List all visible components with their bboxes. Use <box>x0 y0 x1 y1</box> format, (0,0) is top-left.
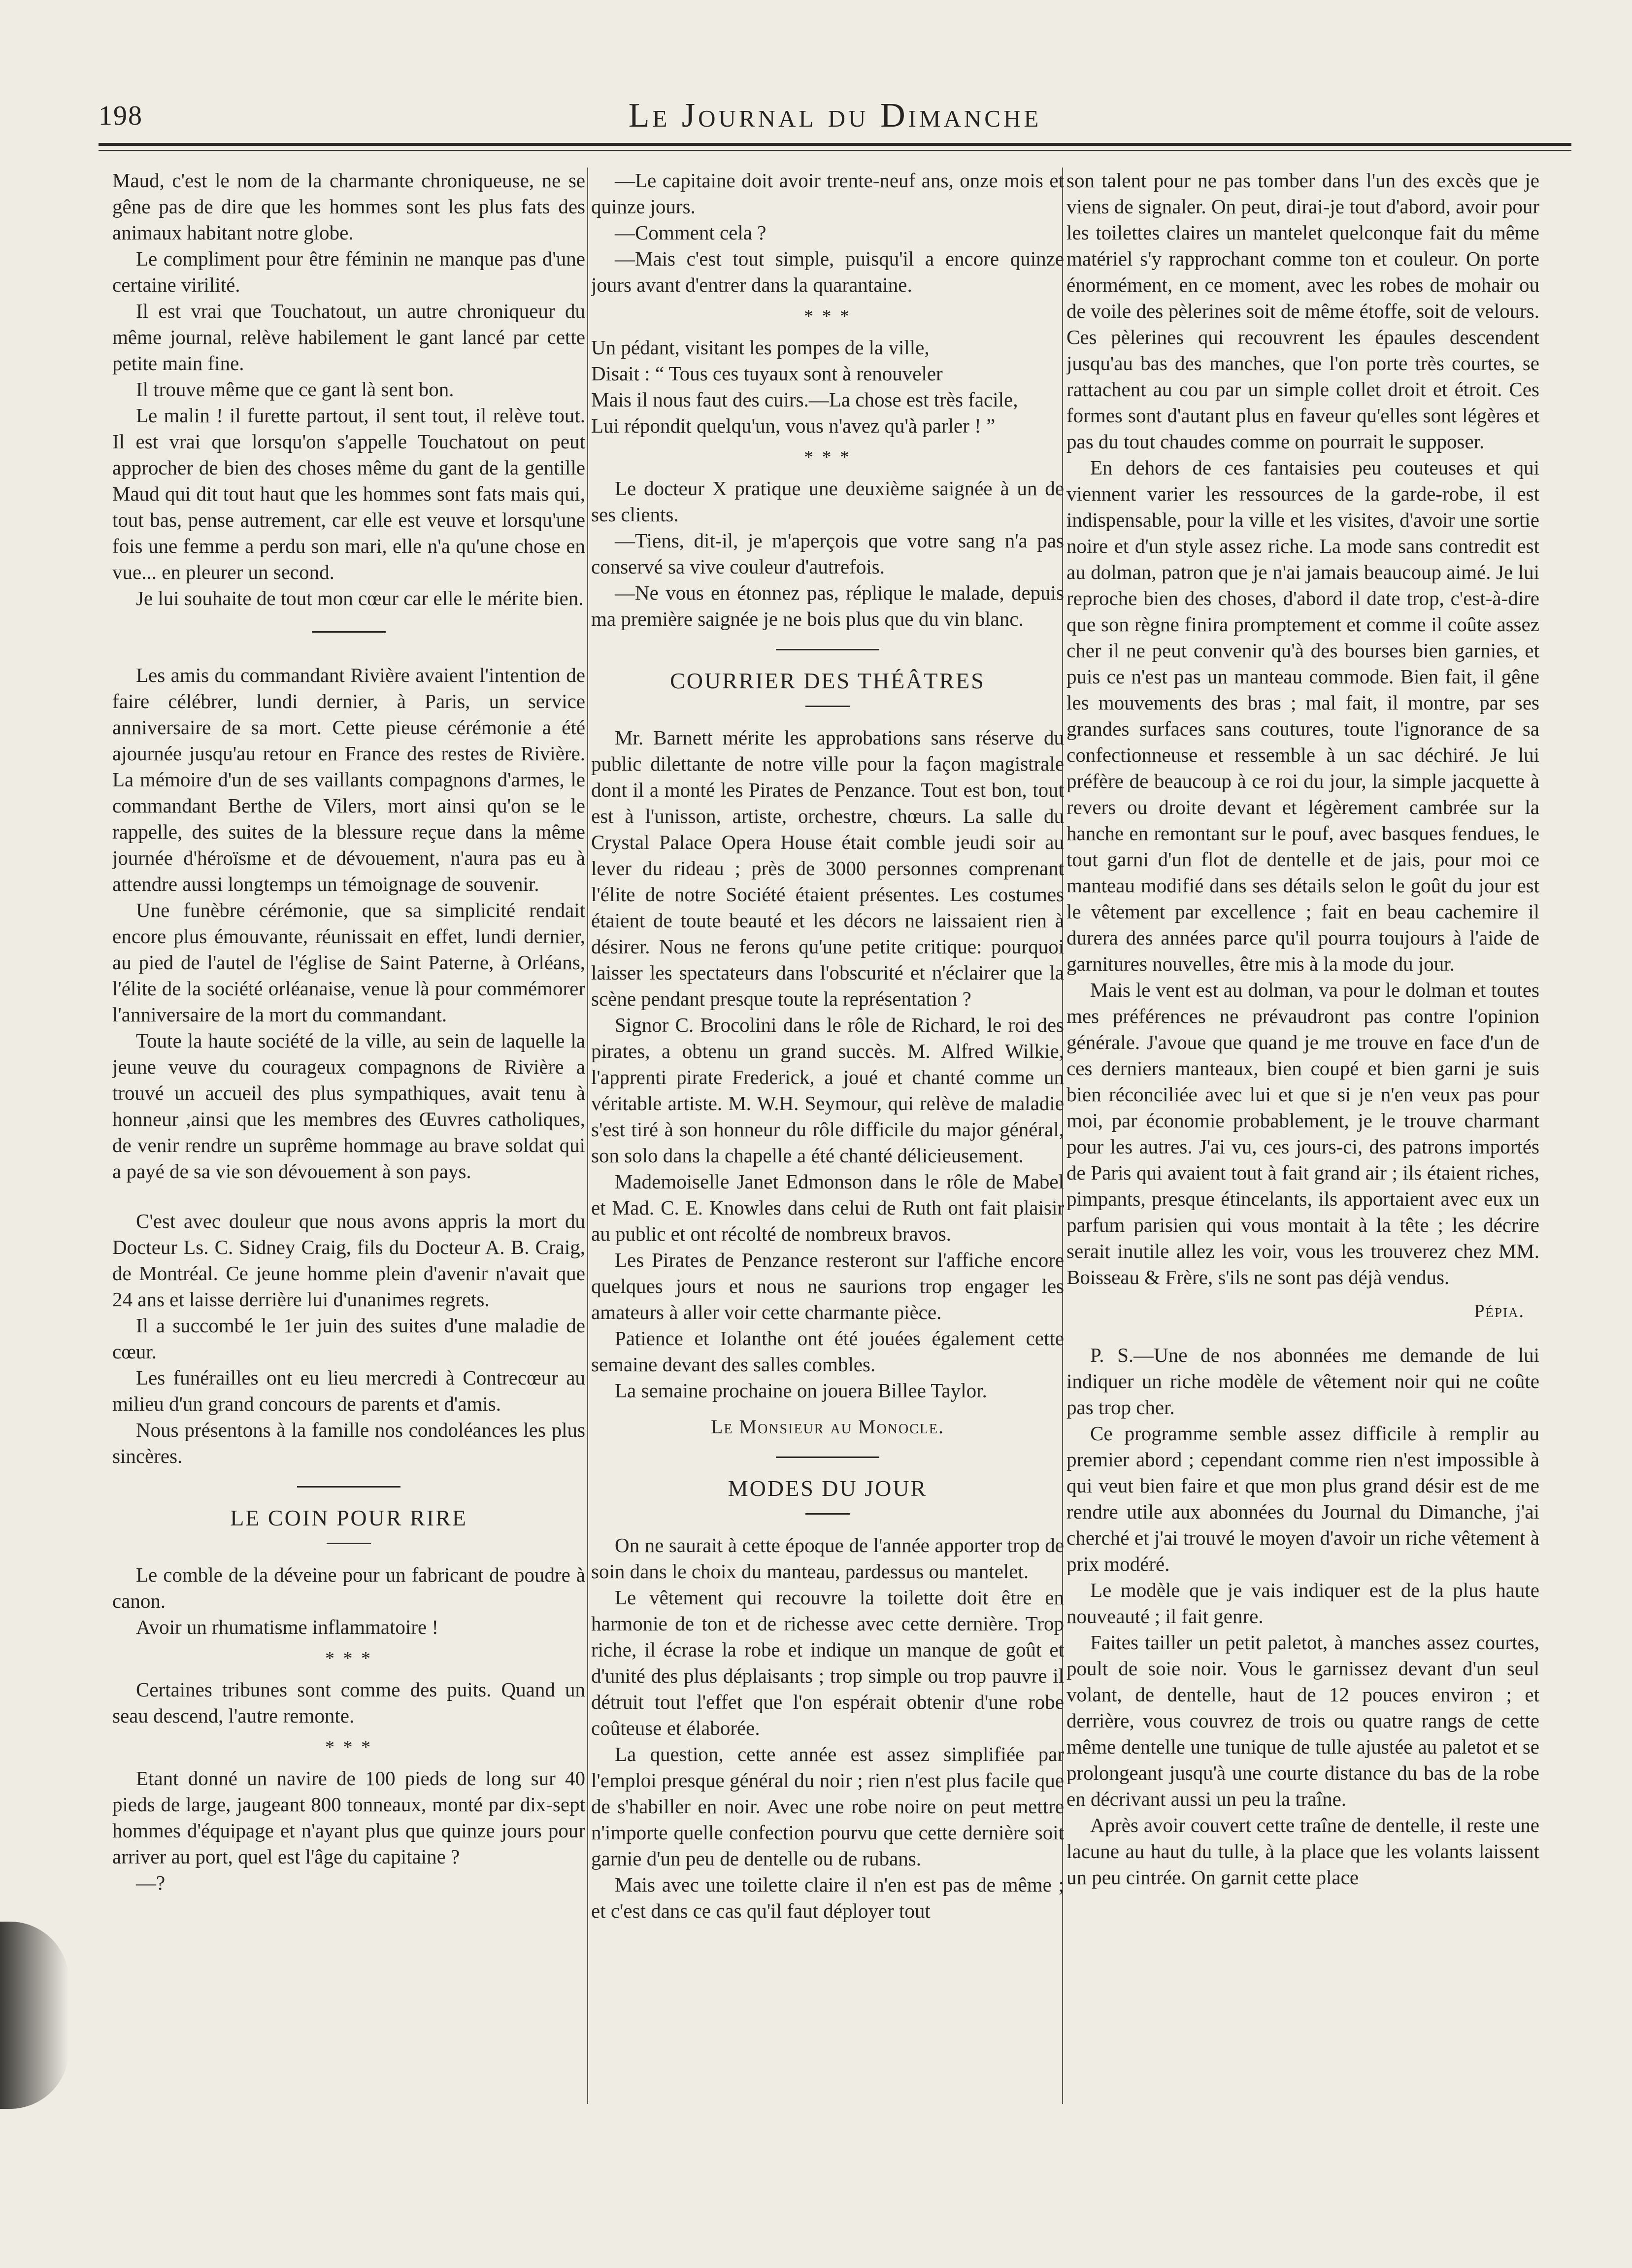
paragraph: Mais le vent est au dolman, va pour le dolman et toutes mes préférences ne prévaudront pas contre l'opinion générale. J'avoue que quand je me trouve en face d'un de ces derniers manteaux, bien coupé et bien garni je suis bien réconciliée avec lui et que si je n'en veux pas pour moi, par économie probablement, je le trouve charmant pour les autres. J'ai vu, ces jours-ci, des patrons importés de Paris qui avaient tout à fait grand air ; ils étaient riches, pimpants, presque étincelants, ils apportaient avec eux un parfum parisien qui vous montait à la tête ; les décrire serait inutile allez les voir, vous les trouverez chez MM. Boisseau & Frère, s'ils ne sont pas déjà vendus. <box>1066 979 1539 1288</box>
section-separator <box>776 1456 879 1458</box>
section-heading: MODES DU JOUR <box>728 1476 928 1501</box>
verse-line: Disait : “ Tous ces tuyaux sont à renouveler <box>591 362 943 385</box>
asterism: * * * <box>325 1648 372 1669</box>
paragraph: Toute la haute société de la ville, au sein de laquelle la jeune veuve du courageux compagnons de Rivière a trouvé un accueil des plus sympathiques, avait tenu à honneur ,ainsi que les membres des Œuvres catholiques, de venir rendre un suprême hommage au brave soldat qui a payé de sa vie son dévouement à son pays. <box>112 1029 585 1183</box>
paragraph: Faites tailler un petit paletot, à manches assez courtes, poult de soie noir. Vous le garnissez devant d'un seul volant, de dentelle, haut de 12 pouces environ ; et derrière, vous couvrez de trois ou quatre rangs de cette même dentelle une tunique de tulle ajustée au paletot et se prolongeant jusqu'à une courte distance du bas de la robe en décrivant aussi un peu la traîne. <box>1066 1631 1539 1810</box>
header-rule-thick <box>99 143 1571 146</box>
paragraph: Je lui souhaite de tout mon cœur car elle le mérite bien. <box>136 587 584 609</box>
column-2 <box>591 168 1064 2148</box>
paragraph: —Mais c'est tout simple, puisqu'il a encore quinze jours avant d'entrer dans la quarantaine. <box>591 247 1064 296</box>
paragraph: —? <box>136 1871 166 1894</box>
column-1 <box>112 168 585 2148</box>
section-separator <box>297 1486 400 1488</box>
page-number: 198 <box>99 101 143 131</box>
paragraph: Le malin ! il furette partout, il sent tout, il relève tout. Il est vrai que lorsqu'on s'appelle Touchatout on peut approcher de bien des choses même du gant de la gentille Maud qui dit tout haut que les hommes sont fats mais qui, tout bas, pense autrement, car elle est veuve et lorsqu'une fois une femme a perdu son mari, elle n'a qu'une chose en vue... en pleurer un second. <box>112 404 585 583</box>
paragraph: Une funèbre cérémonie, que sa simplicité rendait encore plus émouvante, réunissait en effet, lundi dernier, au pied de l'autel de l'église de Saint Paterne, à Orléans, l'élite de la société orléanaise, venue là pour commémorer l'anniversaire de la mort du commandant. <box>112 899 585 1026</box>
paragraph: son talent pour ne pas tomber dans l'un des excès que je viens de signaler. On peut, dirai-je tout d'abord, avoir pour les toilettes claires un mantelet quelconque fait du même matériel s'y rapprochant comme ton et couleur. On porte énormément, en ce moment, avec les robes de mohair ou de voile des pèlerines soit de même étoffe, soit de velours. Ces pèlerines qui recouvrent les épaules descendent jusqu'au bas des manches, que l'on porte très courtes, se rattachent au cou par un simple collet droit et étroit. Ces formes sont d'autant plus en faveur qu'elles sont légères et pas du tout chaudes comme on pourrait le supposer. <box>1066 169 1539 453</box>
paragraph: C'est avec douleur que nous avons appris la mort du Docteur Ls. C. Sidney Craig, fils du Docteur A. B. Craig, de Montréal. Ce jeune homme plein d'avenir n'avait que 24 ans et laisse derrière lui d'unanimes regrets. <box>112 1210 585 1311</box>
paragraph: Mr. Barnett mérite les approbations sans réserve du public dilettante de notre ville pour la façon magistrale dont il a monté les Pirates de Penzance. Tout est bon, tout est à l'unisson, artiste, orchestre, chœurs. La salle du Crystal Palace Opera House était comble jeudi soir au lever du rideau ; près de 3000 personnes comprenant l'élite de notre Société étaient présentes. Les costumes étaient de toute beauté et les décors ne laissaient rien à désirer. Nous ne ferons qu'une petite critique: pourquoi laisser les spectateurs dans l'obscurité et n'éclairer que la scène pendant presque toute la représentation ? <box>591 726 1064 1010</box>
section-heading: COURRIER DES THÉÂTRES <box>670 668 985 693</box>
heading-underline <box>805 706 850 707</box>
paragraph: La question, cette année est assez simplifiée par l'emploi presque général du noir ; rien n'est plus facile que de s'habiller en noir. Avec une robe noire on peut mettre n'importe quelle confection pourvu que cette dernière soit garnie d'un peu de dentelle ou de rubans. <box>591 1743 1064 1870</box>
author-signature: Pépia. <box>1474 1301 1525 1321</box>
page-header <box>99 96 1571 150</box>
section-separator <box>312 631 386 633</box>
verse-line: Un pédant, visitant les pompes de la ville, <box>591 336 930 359</box>
column-divider <box>587 168 588 2104</box>
paragraph: Les Pirates de Penzance resteront sur l'affiche encore quelques jours et nous ne saurions trop engager les amateurs à aller voir cette charmante pièce. <box>591 1249 1064 1323</box>
paragraph: La semaine prochaine on jouera Billee Taylor. <box>615 1379 987 1402</box>
paragraph: Les funérailles ont eu lieu mercredi à Contrecœur au milieu d'un grand concours de parents et d'amis. <box>112 1366 585 1415</box>
paragraph: On ne saurait à cette époque de l'année apporter trop de soin dans le choix du manteau, pardessus ou mantelet. <box>591 1534 1064 1583</box>
paragraph: Après avoir couvert cette traîne de dentelle, il reste une lacune au haut du tulle, à la place que les volants laissent un peu cintrée. On garnit cette place <box>1066 1814 1539 1889</box>
paragraph: Nous présentons à la famille nos condoléances les plus sincères. <box>112 1419 585 1467</box>
column-3 <box>1066 168 1539 2148</box>
paragraph: —Tiens, dit-il, je m'aperçois que votre sang n'a pas conservé sa vive couleur d'autrefois. <box>591 529 1064 578</box>
journal-title: Le Journal du Dimanche <box>628 97 1042 135</box>
paragraph: —Comment cela ? <box>615 221 766 244</box>
paragraph: Avoir un rhumatisme inflammatoire ! <box>136 1616 439 1638</box>
verse-line: Mais il nous faut des cuirs.—La chose est très facile, <box>591 388 1018 411</box>
asterism: * * * <box>325 1737 372 1758</box>
asterism: * * * <box>804 447 851 468</box>
paragraph: P. S.—Une de nos abonnées me demande de lui indiquer un riche modèle de vêtement noir qui ne coûte pas trop cher. <box>1066 1344 1539 1419</box>
paragraph: Les amis du commandant Rivière avaient l'intention de faire célébrer, lundi dernier, à Paris, un service anniversaire de sa mort. Cette pieuse cérémonie a été ajournée jusqu'au retour en France des restes de Rivière. La mémoire d'un de ses vaillants compagnons d'armes, le commandant Berthe de Vilers, mort ainsi qu'on se le rappelle, des suites de la blessure reçue dans la même journée d'héroïsme et de dévouement, n'aura pas eu à attendre aussi longtemps un témoignage de souvenir. <box>112 664 585 895</box>
paragraph: Le vêtement qui recouvre la toilette doit être en harmonie de ton et de richesse avec cette dernière. Trop riche, il écrase la robe et indique un manque de goût et d'unité des plus déplaisants ; trop simple ou trop pauvre il détruit tout l'effet que l'on espérait obtenir d'une robe coûteuse et élaborée. <box>591 1586 1064 1739</box>
paragraph: Mademoiselle Janet Edmonson dans le rôle de Mabel et Mad. C. E. Knowles dans celui de Ruth ont fait plaisir au public et ont récolté de nombreux bravos. <box>591 1170 1064 1245</box>
paragraph: —Ne vous en étonnez pas, réplique le malade, depuis ma première saignée je ne bois plus que du vin blanc. <box>591 581 1064 630</box>
header-rule-thin <box>99 150 1571 151</box>
paragraph: En dehors de ces fantaisies peu couteuses et qui viennent varier les ressources de la garde-robe, il est indispensable, pour la ville et les visites, d'avoir une sortie noire et d'un style assez riche. La mode sans contredit est au dolman, patron que je n'ai jamais beaucoup aimé. Je lui reproche bien des choses, d'abord il date trop, c'est-à-dire que son règne finira promptement et comme il coûte assez cher il ne peut convenir qu'à des bourses bien garnies, et puis ce n'est pas un manteau commode. Bien fait, il gêne les mouvements des bras ; mal fait, il montre, par ses grandes surfaces sans coutures, toute l'ignorance de sa confectionneuse et ressemble à un sac déchiré. Je lui préfère de beaucoup à ce roi du jour, la simple jacquette à revers ou droite devant et légèrement cambrée sur la hanche en remontant sur le pouf, avec basques fendues, le tout garni d'un flot de dentelle et de jais, pour moi ce manteau modifié dans ses détails selon le goût du jour est le vêtement par excellence ; fait en beau cachemire il durera des années parce qu'il pourra toujours à l'aide de garnitures nouvelles, être mis à la mode du jour. <box>1066 456 1539 975</box>
asterism: * * * <box>804 306 851 327</box>
author-signature: Le Monsieur au Monocle. <box>711 1416 944 1438</box>
paragraph: Certaines tribunes sont comme des puits. Quand un seau descend, l'autre remonte. <box>112 1678 585 1727</box>
paragraph: Mais avec une toilette claire il n'en est pas de même ; et c'est dans ce cas qu'il faut déployer tout <box>591 1873 1064 1922</box>
scan-edge-shadow <box>0 1922 69 2109</box>
paragraph: Signor C. Brocolini dans le rôle de Richard, le roi des pirates, a obtenu un grand succès. M. Alfred Wilkie, l'apprenti pirate Frederick, a joué et chanté comme un véritable artiste. M. W.H. Seymour, qui relève de maladie s'est tiré à son honneur du rôle difficile du major général, son solo dans la chapelle a été chanté délicieusement. <box>591 1014 1064 1167</box>
paragraph: Il est vrai que Touchatout, un autre chroniqueur du même journal, relève habilement le gant lancé par cette petite main fine. <box>112 300 585 374</box>
paragraph: Patience et Iolanthe ont été jouées également cette semaine devant des salles combles. <box>591 1327 1064 1376</box>
verse-line: Lui répondit quelqu'un, vous n'avez qu'à parler ! ” <box>591 414 996 437</box>
paragraph: Etant donné un navire de 100 pieds de long sur 40 pieds de large, jaugeant 800 tonneaux, monté par dix-sept hommes d'équipage et n'ayant plus que quinze jours pour arriver au port, quel est l'âge du capitaine ? <box>112 1767 585 1868</box>
section-separator <box>776 649 879 650</box>
paragraph: Le compliment pour être féminin ne manque pas d'une certaine virilité. <box>112 247 585 296</box>
paragraph: Le docteur X pratique une deuxième saignée à un de ses clients. <box>591 477 1064 526</box>
paragraph: Il a succombé le 1er juin des suites d'une maladie de cœur. <box>112 1314 585 1363</box>
section-heading: LE COIN POUR RIRE <box>230 1505 467 1530</box>
paragraph: Maud, c'est le nom de la charmante chroniqueuse, ne se gêne pas de dire que les hommes sont les plus fats des animaux habitant notre globe. <box>112 169 585 244</box>
heading-underline <box>805 1513 850 1515</box>
paragraph: —Le capitaine doit avoir trente-neuf ans, onze mois et quinze jours. <box>591 169 1064 218</box>
heading-underline <box>327 1543 371 1544</box>
paragraph: Ce programme semble assez difficile à remplir au premier abord ; cependant comme rien n'est impossible à qui veut bien faire et que mon plus grand désir est de me rendre utile aux abonnées du Journal du Dimanche, j'ai cherché et j'ai trouvé le moyen d'avoir un riche vêtement à prix modéré. <box>1066 1422 1539 1575</box>
paragraph: Il trouve même que ce gant là sent bon. <box>136 378 454 401</box>
spacer <box>112 1185 585 1208</box>
paragraph: Le modèle que je vais indiquer est de la plus haute nouveauté ; il fait genre. <box>1066 1579 1539 1627</box>
paragraph: Le comble de la déveine pour un fabricant de poudre à canon. <box>112 1563 585 1612</box>
